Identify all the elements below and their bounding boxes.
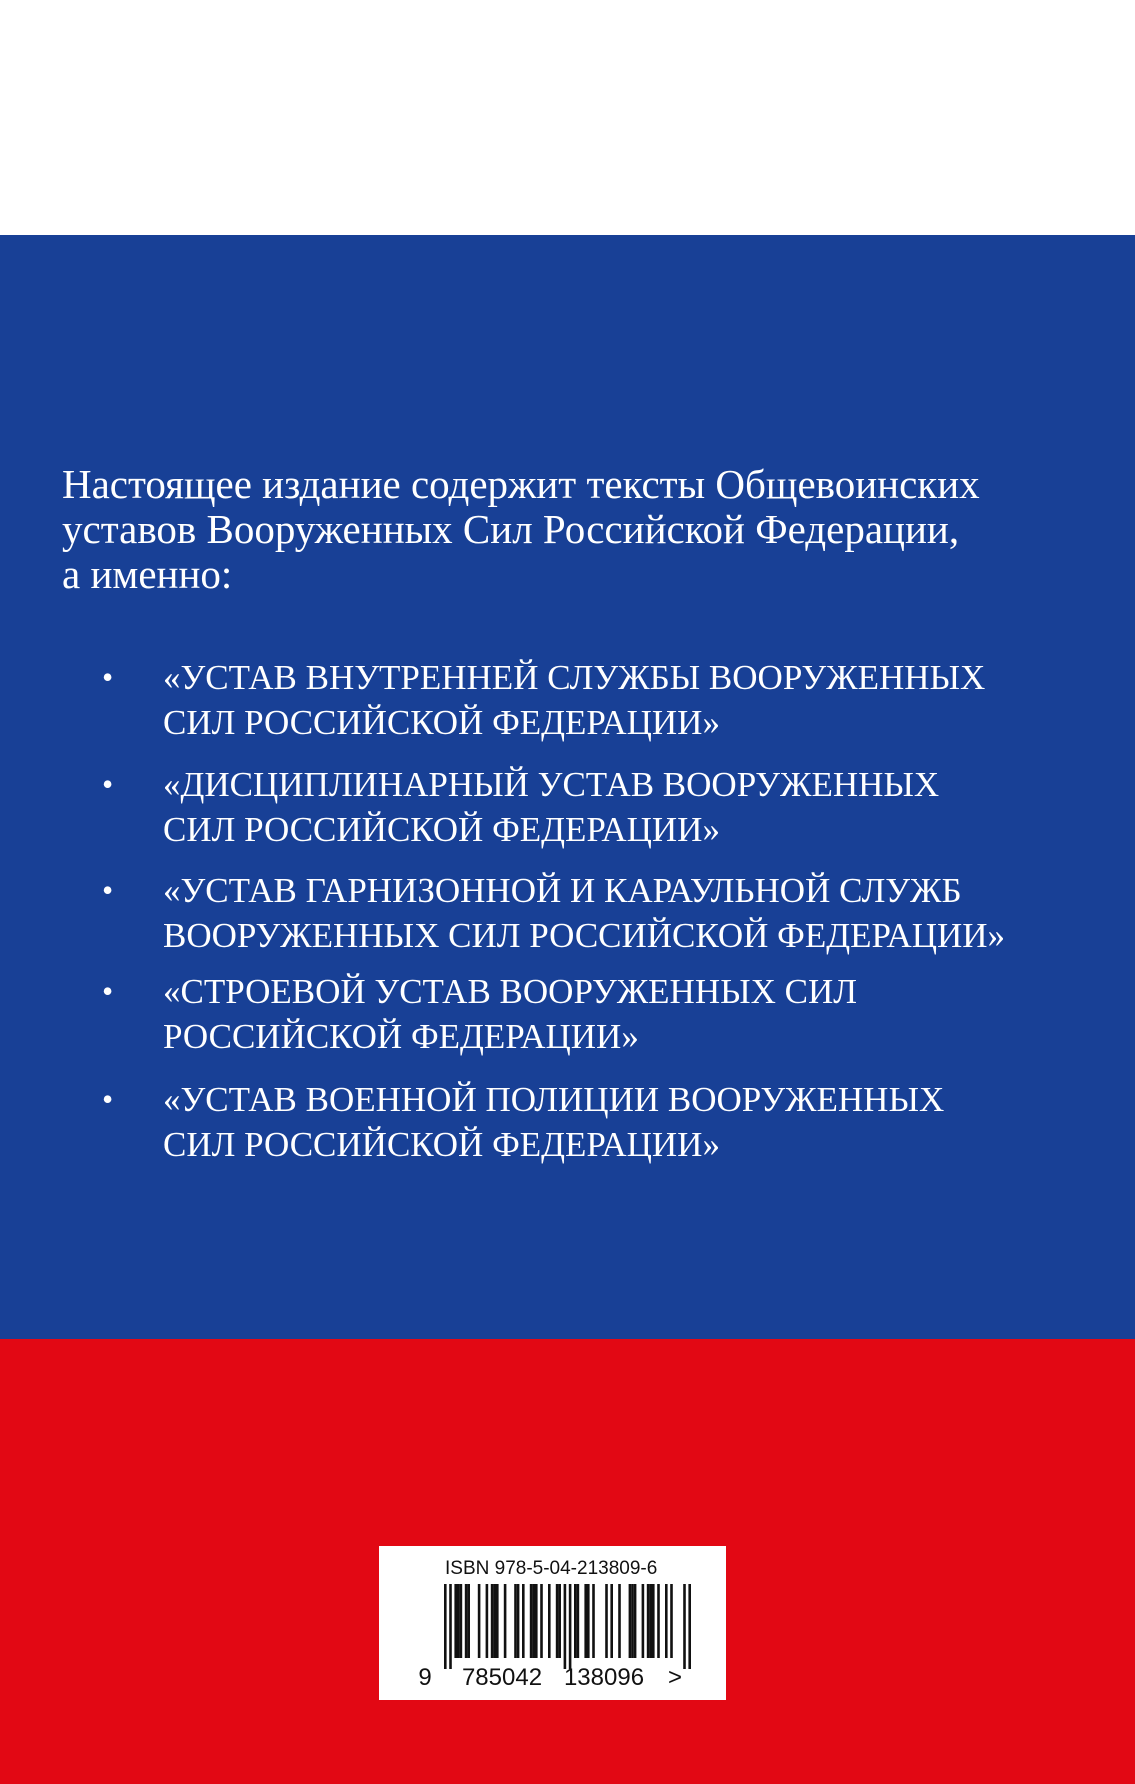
charter-title-line: «УСТАВ ВНУТРЕННЕЙ СЛУЖБЫ ВООРУЖЕННЫХ xyxy=(163,658,986,697)
intro-line: Настоящее издание содержит тексты Общевоинских xyxy=(62,461,980,507)
barcode-bar xyxy=(629,1584,632,1658)
charter-title xyxy=(163,1077,944,1167)
barcode-bar xyxy=(454,1584,457,1658)
barcode-bar xyxy=(592,1584,595,1658)
charter-title-line: РОССИЙСКОЙ ФЕДЕРАЦИИ» xyxy=(163,1017,639,1056)
charter-title-line: СИЛ РОССИЙСКОЙ ФЕДЕРАЦИИ» xyxy=(163,1125,720,1164)
barcode-bar xyxy=(465,1584,468,1658)
charter-title-line: «СТРОЕВОЙ УСТАВ ВООРУЖЕННЫХ СИЛ xyxy=(163,972,858,1011)
barcode-guard-bar xyxy=(569,1584,572,1669)
intro-text xyxy=(62,462,1082,597)
barcode-bar xyxy=(457,1584,460,1658)
barcode-bar xyxy=(577,1584,580,1658)
barcode-bar xyxy=(460,1584,463,1658)
barcode-bar xyxy=(491,1584,494,1658)
barcode-bar xyxy=(558,1584,561,1658)
barcode-bar xyxy=(493,1584,496,1658)
barcode-lead-digit: 9 xyxy=(418,1664,432,1691)
barcode-guard-bar xyxy=(688,1584,691,1669)
bullet-icon: • xyxy=(102,973,114,1009)
charter-title xyxy=(163,868,1005,958)
bullet-icon: • xyxy=(102,766,114,802)
barcode-bars xyxy=(444,1584,691,1669)
charter-title xyxy=(163,655,985,745)
barcode-bar xyxy=(647,1584,650,1658)
barcode-guard-bar xyxy=(564,1584,567,1669)
charter-title-line: «ДИСЦИПЛИНАРНЫЙ УСТАВ ВООРУЖЕННЫХ xyxy=(163,765,940,804)
barcode-bar xyxy=(642,1584,645,1658)
barcode-bar xyxy=(517,1584,520,1658)
barcode-quiet-mark: > xyxy=(667,1664,683,1691)
barcode-bar xyxy=(665,1584,668,1658)
barcode-bar xyxy=(584,1584,587,1658)
barcode-guard-bar xyxy=(683,1584,686,1669)
barcode-bar xyxy=(574,1584,577,1658)
charter-title-line: СИЛ РОССИЙСКОЙ ФЕДЕРАЦИИ» xyxy=(163,703,720,742)
barcode-bar xyxy=(530,1584,533,1658)
barcode-guard-bar xyxy=(449,1584,452,1669)
barcode-left-digits: 785042 xyxy=(461,1664,543,1691)
barcode-bar xyxy=(467,1584,470,1658)
barcode-bar xyxy=(605,1584,608,1658)
barcode-bar xyxy=(486,1584,489,1658)
barcode-bar xyxy=(514,1584,517,1658)
barcode-bar xyxy=(631,1584,634,1658)
barcode-bar xyxy=(610,1584,613,1658)
intro-line: а именно: xyxy=(62,551,233,597)
barcode-bar xyxy=(504,1584,507,1658)
flag-white-band xyxy=(0,0,1135,235)
charter-title-line: ВООРУЖЕННЫХ СИЛ РОССИЙСКОЙ ФЕДЕРАЦИИ» xyxy=(163,916,1006,955)
barcode-bar xyxy=(657,1584,660,1658)
charter-title-line: «УСТАВ ГАРНИЗОННОЙ И КАРАУЛЬНОЙ СЛУЖБ xyxy=(163,871,962,910)
barcode-bar xyxy=(540,1584,543,1658)
barcode-bar xyxy=(496,1584,499,1658)
intro-line: уставов Вооруженных Сил Российской Федерации, xyxy=(62,506,960,552)
bullet-icon: • xyxy=(102,872,114,908)
barcode-bar xyxy=(649,1584,652,1658)
barcode-bar xyxy=(478,1584,481,1658)
barcode-bar xyxy=(670,1584,673,1658)
barcode-bar xyxy=(618,1584,621,1658)
barcode-bar xyxy=(634,1584,637,1658)
barcode-guard-bar xyxy=(444,1584,447,1669)
charter-title-line: «УСТАВ ВОЕННОЙ ПОЛИЦИИ ВООРУЖЕННЫХ xyxy=(163,1080,945,1119)
barcode-right-digits: 138096 xyxy=(563,1664,645,1691)
charter-title xyxy=(163,969,857,1059)
bullet-icon: • xyxy=(102,1081,114,1117)
barcode-bar xyxy=(556,1584,559,1658)
isbn-label: ISBN 978-5-04-213809-6 xyxy=(445,1558,658,1579)
isbn-barcode-panel xyxy=(379,1546,726,1700)
barcode-bar xyxy=(548,1584,551,1658)
barcode-bar xyxy=(522,1584,525,1658)
charter-title-line: СИЛ РОССИЙСКОЙ ФЕДЕРАЦИИ» xyxy=(163,810,720,849)
barcode-bar xyxy=(535,1584,538,1658)
barcode-bar xyxy=(587,1584,590,1658)
barcode-bar xyxy=(532,1584,535,1658)
barcode-bar xyxy=(652,1584,655,1658)
charter-title xyxy=(163,762,939,852)
bullet-icon: • xyxy=(102,659,114,695)
